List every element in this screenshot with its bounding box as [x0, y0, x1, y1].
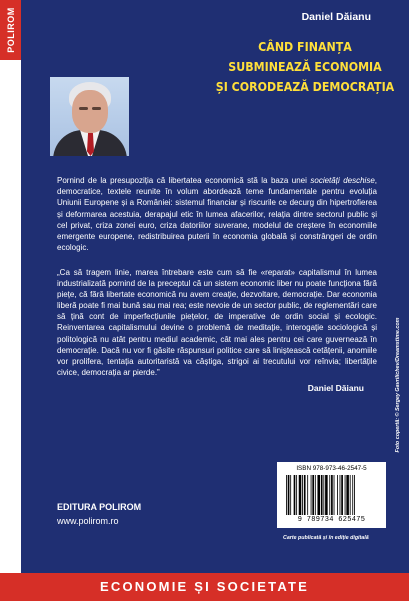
publisher-logo-tab	[0, 0, 21, 60]
description-text-start: Pornind de la presupoziția că libertatea economică stă la baza unei	[57, 176, 311, 185]
description-text-end: , democratice, textele reunite în volum abordează teme fundamentale pentru evoluția Uniunii Europene și a României: sistemul financiar și riscurile ce decurg din hipertrofierea și deformarea acestuia, derapajul etic în lumea afacerilor, relația dintre sectorul public și cel privat, criza zonei euro, criza datoriilor suverane, modelul de creștere în economiile emergente europene, redistribuirea puterii în economia globală și constrângeri de ordin ecologic.	[57, 176, 377, 253]
author-photo	[50, 77, 129, 156]
description-paragraph	[57, 175, 377, 253]
barcode-box	[277, 462, 386, 528]
quote-signature: Daniel Dăianu	[307, 383, 364, 393]
isbn-text: ISBN 978-973-46-2547-5	[296, 465, 367, 472]
left-white-strip	[0, 0, 21, 573]
description-italic-term: societăți deschise	[310, 176, 375, 185]
book-title	[213, 37, 397, 97]
publisher-name: EDITURA POLIROM	[57, 502, 142, 512]
photo-credit-text: Foto copertă: © Sergey Gavrilichev/Dreamstime.com	[395, 317, 401, 453]
barcode-icon	[286, 475, 378, 515]
barcode-number: 9 789734 625475	[297, 516, 366, 524]
series-banner: ECONOMIE ȘI SOCIETATE	[0, 573, 409, 601]
publisher-url: www.polirom.ro	[57, 516, 119, 526]
quote-paragraph: „Ca să tragem linie, marea întrebare este cum să fie «reparat» capitalismul în lumea industrializată pornind de la preceptul că un sistem economic liber nu poate funcționa fără piețe, că fără libertate economică nu avem creație, dezvoltare, democrație. Dar economia liberă poate fi mai bună sau mai rea; este nevoie de un sector public, de reglementări care să țină cont de imperfecțiunile piețelor, de imperative de ordin social și ecologic. Reinventarea capitalismului devine o problemă de meditație, interogație sociologică și politologică nu atât pentru mediul academic, cât mai ales pentru cei care guvernează în democrație. Dacă nu vor fi găsite răspunsuri politice care să liniștească cetățenii, anomiile vor prolifera, tentația autoritaristă va câștiga, strigoi ai trecutului vor reînvia; libertățile civice, democrația ar pierde.”	[57, 268, 377, 377]
author-name: Daniel Dăianu	[301, 11, 371, 23]
title-line-1: CÂND FINANȚA	[258, 40, 352, 54]
publisher-logo-text: POLIROM	[5, 7, 16, 53]
digital-edition-note: Carte publicată și în ediție digitală	[283, 535, 369, 541]
title-line-3: ȘI CORODEAZĂ DEMOCRAȚIA	[215, 80, 395, 94]
photo-credit	[392, 305, 404, 465]
title-line-2: SUBMINEAZĂ ECONOMIA	[228, 60, 382, 74]
